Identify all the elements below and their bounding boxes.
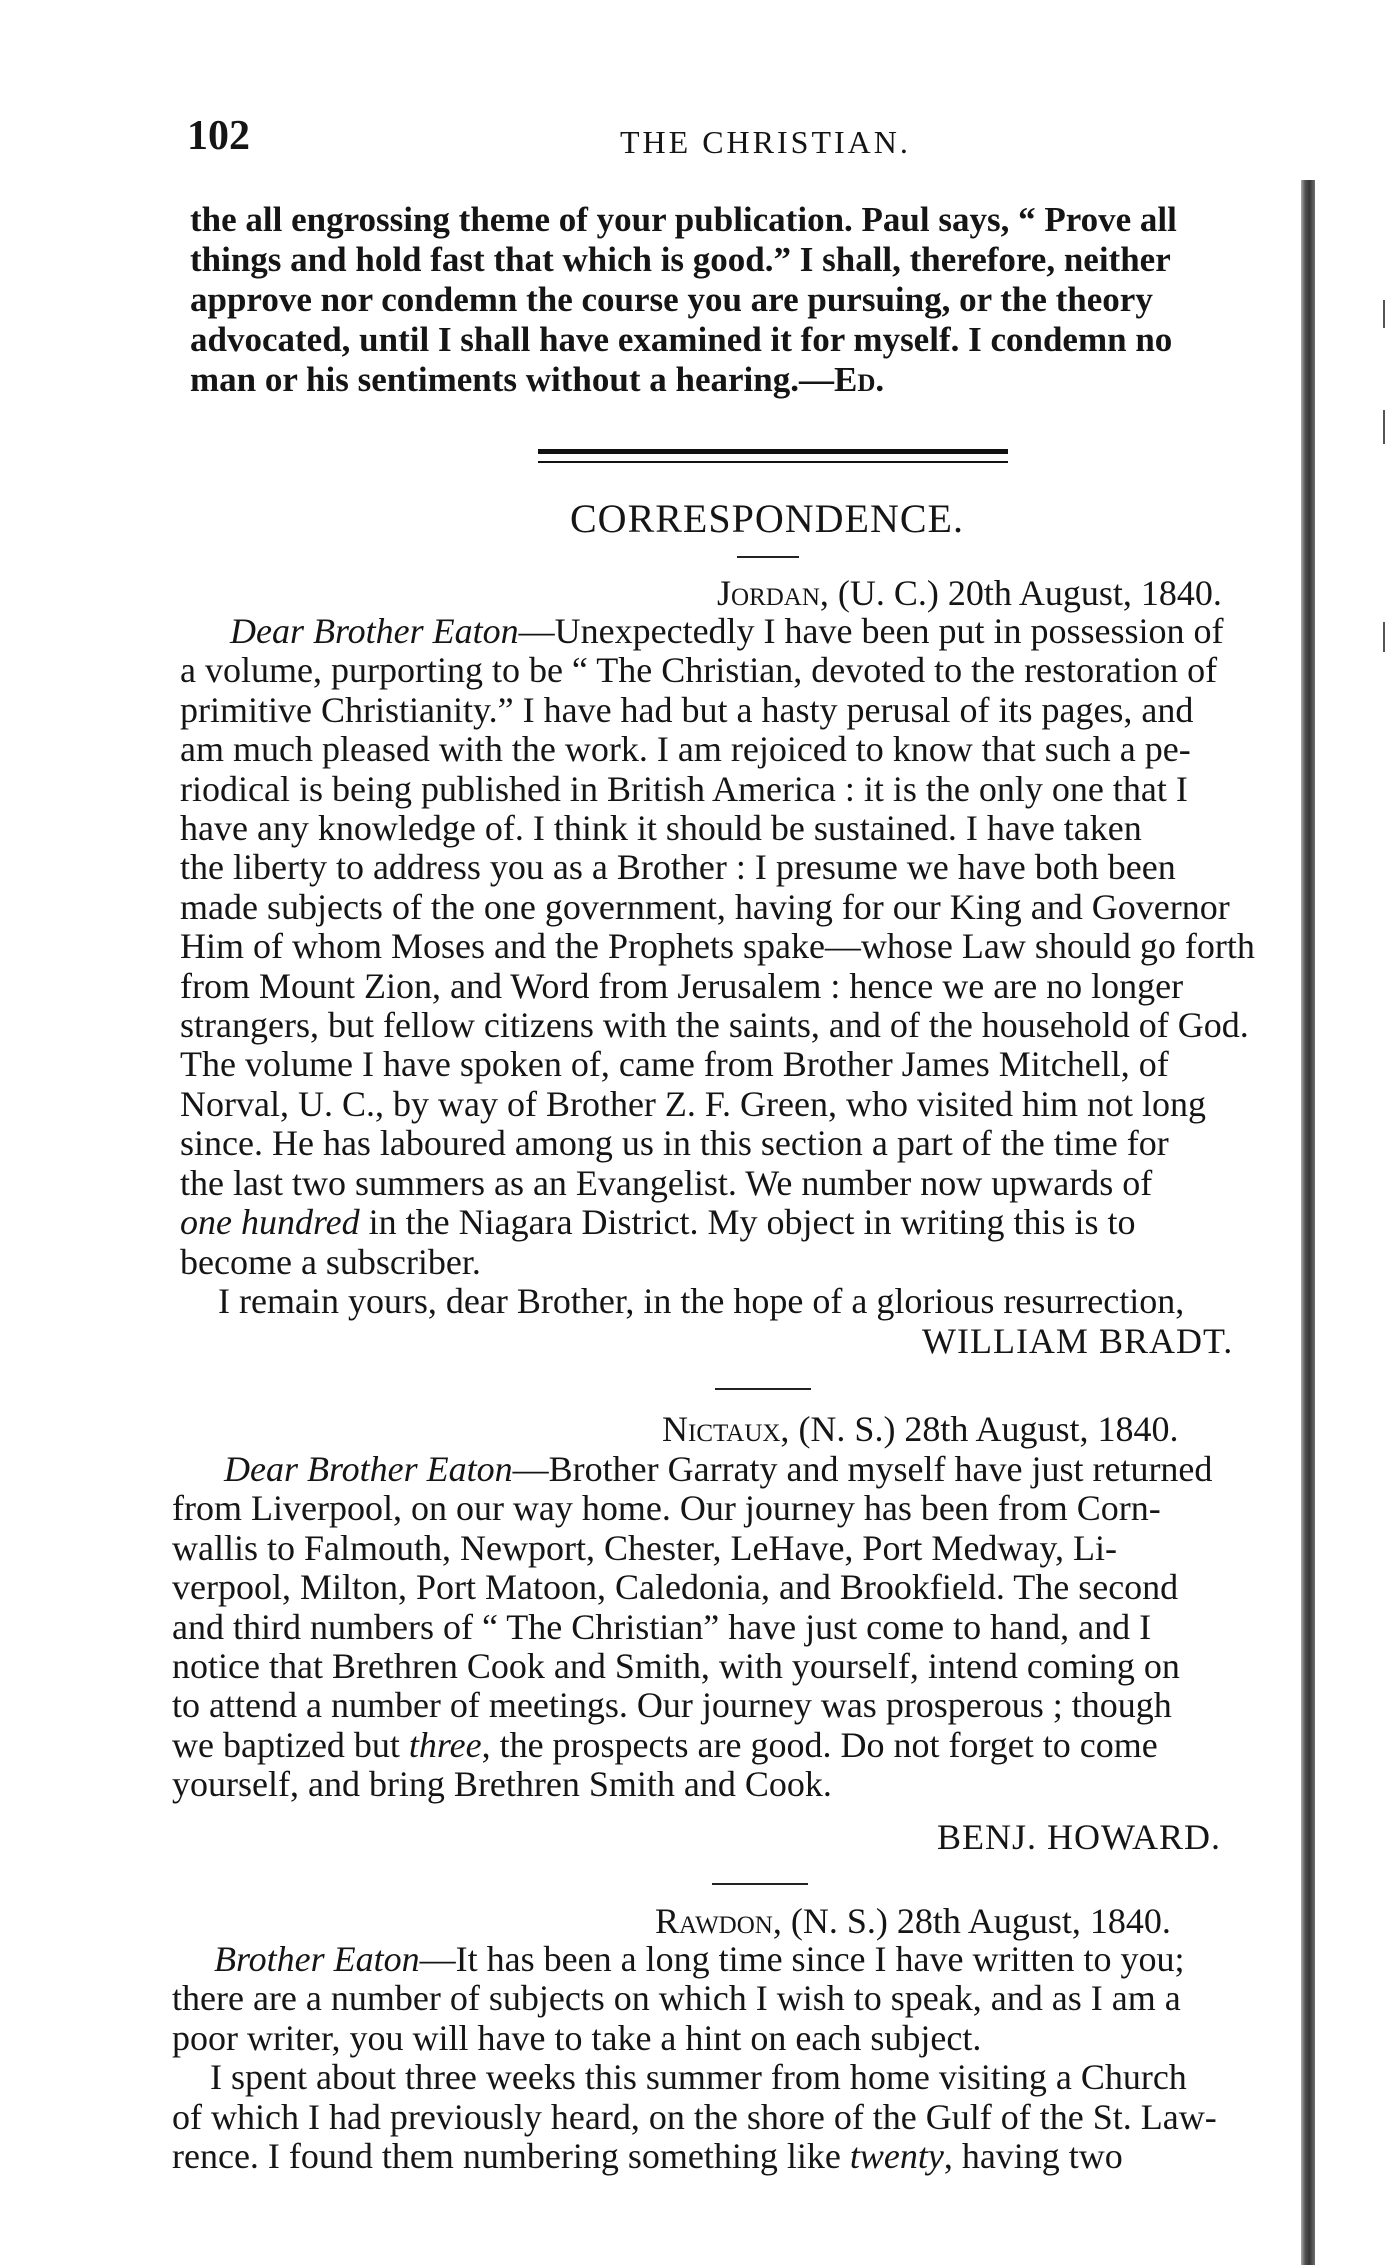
running-title: THE CHRISTIAN. [620, 124, 911, 160]
letter-line [172, 1450, 1212, 1489]
letter-line: to attend a number of meetings. Our journey was prosperous ; though [172, 1685, 1172, 1726]
dateline-place: Rawdon, [655, 1901, 782, 1941]
editorial-note [190, 200, 1310, 400]
italic-phrase: one hundred [180, 1202, 360, 1243]
letter-line: Norval, U. C., by way of Brother Z. F. Green, who visited him not long [180, 1083, 1206, 1124]
letter-line: wallis to Falmouth, Newport, Chester, LeHave, Port Medway, Li- [172, 1527, 1118, 1568]
page-edge-mark [1383, 410, 1385, 444]
letter-line: strangers, but fellow citizens with the saints, and of the household of God. [180, 1005, 1249, 1046]
dateline-date: (N. S.) 28th August, 1840. [789, 1409, 1179, 1449]
letter-text: —Brother Garraty and myself have just returned [512, 1449, 1213, 1489]
letter-line [172, 1726, 1212, 1765]
letter-line: Him of whom Moses and the Prophets spake—whose Law should go forth [180, 926, 1255, 967]
letter-separator-rule [712, 1883, 808, 1885]
letter-line: have any knowledge of. I think it should be sustained. I have taken [180, 808, 1142, 849]
editorial-line: things and hold fast that which is good.” I shall, therefore, neither [190, 240, 1171, 279]
editorial-text: man or his sentiments without a hearing.— [190, 360, 834, 399]
letter-line: become a subscriber. [180, 1241, 481, 1282]
letter-line: The volume I have spoken of, came from Brother James Mitchell, of [180, 1044, 1169, 1085]
letter-dateline [717, 572, 1222, 614]
letter-line: from Liverpool, on our way home. Our journey has been from Corn- [172, 1488, 1161, 1529]
letter-text: , having two [943, 2136, 1123, 2177]
letter-body [172, 1450, 1212, 1805]
letter-line: there are a number of subjects on which I wish to speak, and as I am a [172, 1978, 1181, 2019]
letter-line: made subjects of the one government, having for our King and Governor [180, 886, 1230, 927]
letter-line: of which I had previously heard, on the shore of the Gulf of the St. Law- [172, 2096, 1217, 2137]
letter-text: in the Niagara District. My object in writing this is to [368, 1202, 1136, 1243]
letter-line: riodical is being published in British America : it is the only one that I [180, 768, 1188, 809]
letter-body [180, 612, 1255, 1321]
letter-line: from Mount Zion, and Word from Jerusalem : hence we are no longer [180, 965, 1184, 1006]
letter-signature: BENJ. HOWARD. [937, 1817, 1222, 1857]
letter-line: the liberty to address you as a Brother : I presume we have both been [180, 847, 1176, 888]
letter-signature: WILLIAM BRADT. [922, 1321, 1234, 1361]
letter-line [172, 2137, 1217, 2176]
page-number: 102 [187, 113, 250, 159]
letter-line: I spent about three weeks this summer from home visiting a Church [210, 2057, 1187, 2098]
dateline-date: (N. S.) 28th August, 1840. [781, 1901, 1171, 1941]
letter-line: verpool, Milton, Port Matoon, Caledonia, and Brookfield. The second [172, 1567, 1179, 1608]
letter-line: the last two summers as an Evangelist. We number now upwards of [180, 1162, 1153, 1203]
letter-line [172, 1940, 1217, 1979]
letter-closing: I remain yours, dear Brother, in the hope of a glorious resurrection, [218, 1280, 1185, 1321]
letter-line: am much pleased with the work. I am rejoiced to know that such a pe- [180, 729, 1191, 770]
letter-text: we baptized but [172, 1724, 409, 1765]
letter-text: rence. I found them numbering something like [172, 2136, 850, 2177]
letter-line: since. He has laboured among us in this section a part of the time for [180, 1123, 1169, 1164]
editorial-line: the all engrossing theme of your publication. Paul says, “ Prove all [190, 200, 1177, 239]
letter-line: a volume, purporting to be “ The Christian, devoted to the restoration of [180, 650, 1218, 691]
dateline-date: (U. C.) 20th August, 1840. [828, 573, 1222, 613]
dateline-place: Jordan, [717, 573, 829, 613]
italic-phrase: three [408, 1724, 482, 1765]
letter-line: and third numbers of “ The Christian” have just come to hand, and I [172, 1606, 1152, 1647]
title-rule [737, 556, 799, 558]
letter-dateline [662, 1408, 1178, 1450]
letter-text: , the prospects are good. Do not forget to come [481, 1724, 1158, 1765]
editorial-line: advocated, until I shall have examined it for myself. I condemn no [190, 320, 1173, 359]
section-divider-rule [538, 449, 1008, 463]
letter-separator-rule [715, 1388, 811, 1390]
section-title: CORRESPONDENCE. [570, 496, 964, 541]
letter-line [180, 612, 1255, 651]
letter-line [180, 1203, 1255, 1242]
salutation: Dear Brother Eaton [230, 611, 519, 651]
page-edge-mark [1383, 622, 1385, 652]
letter-line: primitive Christianity.” I have had but a hasty perusal of its pages, and [180, 689, 1194, 730]
letter-line: poor writer, you will have to take a hint on each subject. [172, 2017, 982, 2058]
letter-line: notice that Brethren Cook and Smith, with yourself, intend coming on [172, 1646, 1180, 1687]
letter-text: —It has been a long time since I have written to you; [419, 1939, 1185, 1979]
letter-dateline [655, 1900, 1171, 1942]
letter-body [172, 1940, 1217, 2176]
salutation: Dear Brother Eaton [224, 1449, 513, 1489]
letter-line: yourself, and bring Brethren Smith and Cook. [172, 1764, 832, 1805]
italic-phrase: twenty [849, 2136, 944, 2177]
page-edge-mark [1383, 300, 1385, 328]
editorial-line: approve nor condemn the course you are pursuing, or the theory [190, 280, 1153, 319]
editorial-line [190, 360, 1310, 400]
editor-signature: Ed. [833, 360, 885, 399]
letter-text: —Unexpectedly I have been put in possession of [518, 611, 1224, 651]
salutation: Brother Eaton [214, 1939, 420, 1979]
page-gutter-shadow [1301, 180, 1315, 2265]
dateline-place: Nictaux, [662, 1409, 790, 1449]
